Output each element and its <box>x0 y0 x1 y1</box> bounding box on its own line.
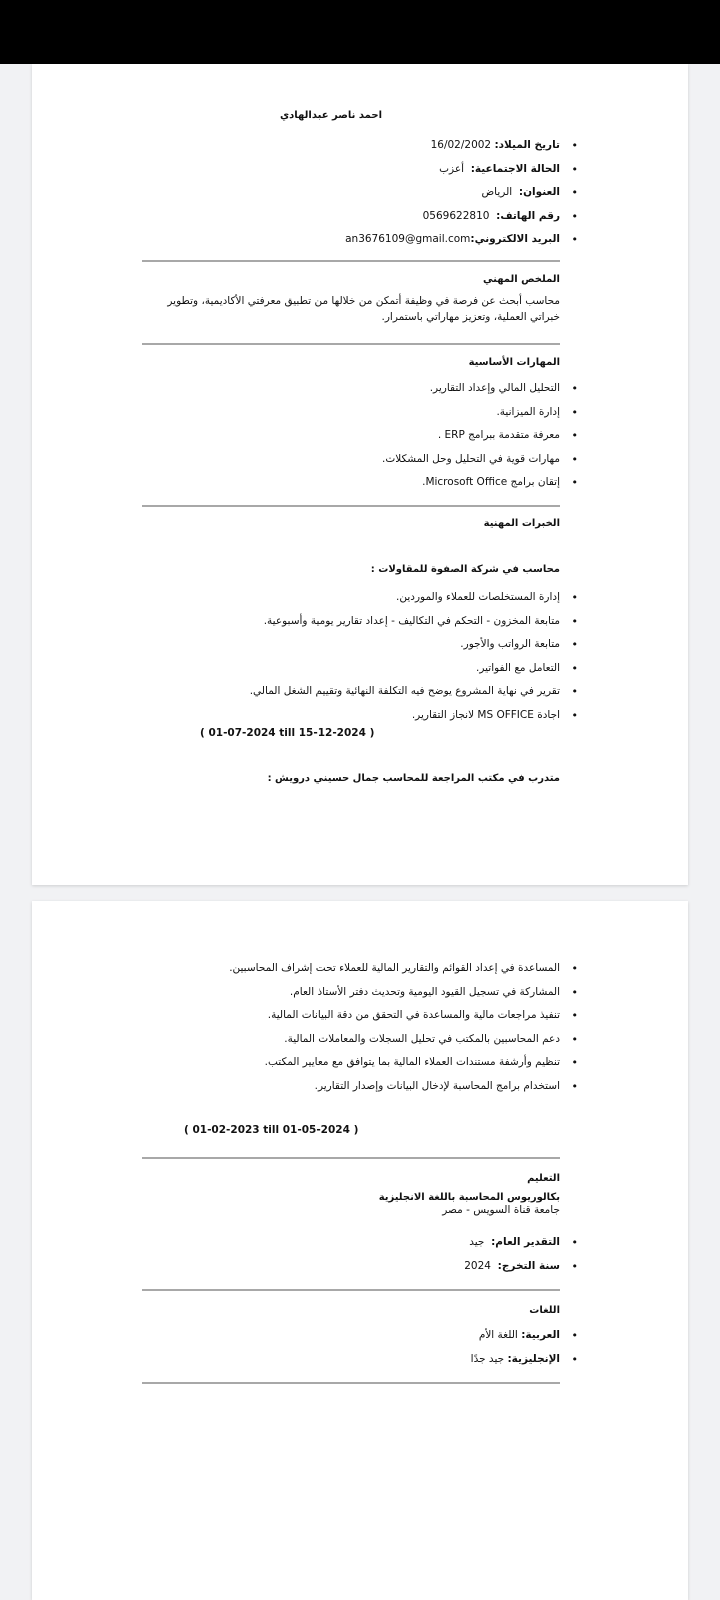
divider <box>142 1289 560 1291</box>
job1-item: متابعة الرواتب والأجور. • <box>142 633 560 657</box>
job2-list <box>142 957 560 1098</box>
job1-header <box>142 564 560 575</box>
experience-section <box>142 518 560 529</box>
job2-item: دعم المحاسبين بالمكتب في تحليل السجلات والمعاملات المالية. • <box>142 1028 560 1052</box>
job1-date: ( 01-07-2024 till 15-12-2024 ) <box>200 727 375 739</box>
applicant-name: احمد ناصر عبدالهادي <box>280 110 382 121</box>
skill-item: معرفة متقدمة ببرامج ERP . • <box>142 424 560 448</box>
education-heading: التعليم <box>527 1173 560 1184</box>
education-university: جامعة قناة السويس - مصر <box>442 1204 560 1216</box>
skill-item: إتقان برامج Microsoft Office. • <box>142 471 560 495</box>
education-list <box>142 1231 560 1278</box>
info-marital-status: الحالة الاجتماعية: أعزب • <box>142 158 560 182</box>
education-grade: التقدير العام: جيد • <box>142 1231 560 1255</box>
experience-heading: الخبرات المهنية <box>483 518 560 529</box>
skill-item: إدارة الميزانية. • <box>142 401 560 425</box>
languages-heading: اللغات <box>529 1305 560 1316</box>
divider <box>142 1382 560 1384</box>
job2-item: المساعدة في إعداد القوائم والتقارير المالية للعملاء تحت إشراف المحاسبين. • <box>142 957 560 981</box>
languages-list <box>142 1324 560 1371</box>
summary-section <box>142 274 560 325</box>
skills-section <box>142 357 560 368</box>
info-address: العنوان: الرياض • <box>142 181 560 205</box>
job2-date: ( 01-02-2023 till 01-05-2024 ) <box>184 1124 359 1136</box>
job1-item: اجادة MS OFFICE لانجاز التقارير. • <box>142 704 560 728</box>
job1-item: إدارة المستخلصات للعملاء والموردين. • <box>142 586 560 610</box>
summary-text: محاسب أبحث عن فرصة في وظيفة أتمكن من خلالها من تطبيق معرفتي الأكاديمية، وتطوير خبراتي العملية، وتعزيز مهاراتي باستمرار. <box>167 295 560 323</box>
skill-item: مهارات قوية في التحليل وحل المشكلات. • <box>142 448 560 472</box>
education-section <box>142 1173 560 1217</box>
summary-heading: الملخص المهني <box>483 274 560 285</box>
document-page-2 <box>32 901 688 1600</box>
job2-item: تنفيذ مراجعات مالية والمساعدة في التحقق من دقة البيانات المالية. • <box>142 1004 560 1028</box>
job2-header <box>142 773 560 784</box>
job1-list <box>142 586 560 727</box>
skills-heading: المهارات الأساسية <box>468 357 560 368</box>
language-english: الإنجليزية: جيد جدًا • <box>142 1348 560 1372</box>
job1-title: محاسب في شركة الصفوة للمقاولات : <box>370 564 560 575</box>
skill-item: التحليل المالي وإعداد التقارير. • <box>142 377 560 401</box>
top-bar <box>0 0 720 64</box>
personal-info-list <box>142 134 560 252</box>
languages-section <box>142 1305 560 1316</box>
education-degree: بكالوريوس المحاسبة باللغة الانجليزية <box>378 1192 560 1203</box>
job2-item: المشاركة في تسجيل القيود اليومية وتحديث دفتر الأستاذ العام. • <box>142 981 560 1005</box>
language-arabic: العربية: اللغة الأم • <box>142 1324 560 1348</box>
job2-item: استخدام برامج المحاسبة لإدخال البيانات وإصدار التقارير. • <box>142 1075 560 1099</box>
info-phone: رقم الهاتف: 0569622810 • <box>142 205 560 229</box>
job1-item: تقرير في نهاية المشروع يوضح فيه التكلفة النهائية وتقييم الشغل المالي. • <box>142 680 560 704</box>
job1-item: التعامل مع الفواتير. • <box>142 657 560 681</box>
info-email: البريد الالكتروني:an3676109@gmail.com • <box>142 228 560 252</box>
divider <box>142 260 560 262</box>
education-graduation-year: سنة التخرج: 2024 • <box>142 1255 560 1279</box>
divider <box>142 343 560 345</box>
document-page-1 <box>32 64 688 885</box>
skills-list <box>142 377 560 495</box>
job2-item: تنظيم وأرشفة مستندات العملاء المالية بما يتوافق مع معايير المكتب. • <box>142 1051 560 1075</box>
job1-item: متابعة المخزون - التحكم في التكاليف - إعداد تقارير يومية وأسبوعية. • <box>142 610 560 634</box>
divider <box>142 505 560 507</box>
info-birthdate: تاريخ الميلاد: 16/02/2002 • <box>142 134 560 158</box>
job2-title: متدرب في مكتب المراجعة للمحاسب جمال حسيني درويش : <box>267 773 560 784</box>
divider <box>142 1157 560 1159</box>
header-section <box>142 110 560 121</box>
